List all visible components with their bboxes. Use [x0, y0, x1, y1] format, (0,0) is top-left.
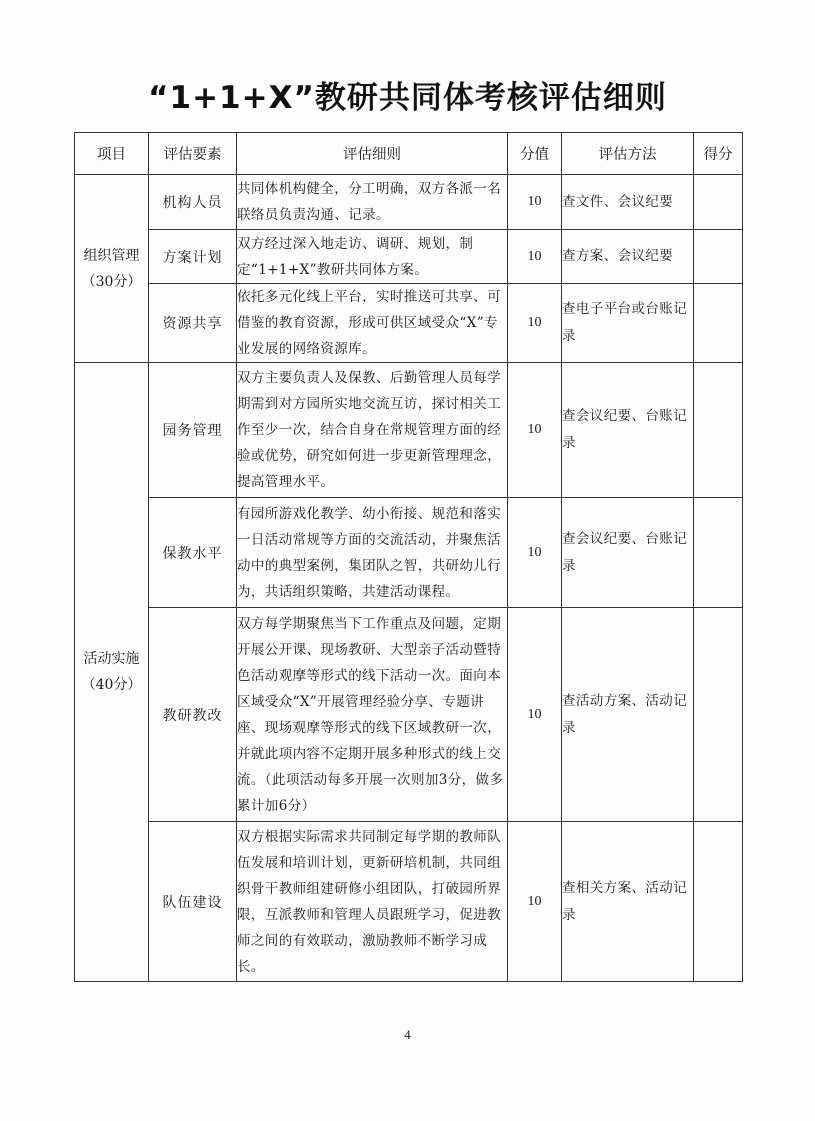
table-row: [75, 284, 743, 363]
header-category: 项目: [75, 133, 149, 175]
detail-cell: 双方经过深入地走访、调研、规划，制定“1+1+X”教研共同体方案。: [237, 230, 508, 284]
earned-cell: [694, 175, 743, 230]
element-cell: 教研教改: [149, 608, 237, 822]
element-cell: 园务管理: [149, 363, 237, 498]
detail-cell: 双方每学期聚焦当下工作重点及问题，定期开展公开课、现场教研、大型亲子活动暨特色活动观摩等形式的线下活动一次。面向本区域受众“X”开展管理经验分享、专题讲座、现场观摩等形式的线下区域教研一次，并就此项内容不定期开展多种形式的线上交流。（此项活动每多开展一次则加3分，做多累计加6分）: [237, 608, 508, 822]
element-cell: 机构人员: [149, 175, 237, 230]
earned-cell: [694, 822, 743, 982]
page-number: 4: [404, 1027, 411, 1042]
method-cell: 查会议纪要、台账记录: [562, 498, 694, 608]
element-cell: 资源共享: [149, 284, 237, 363]
category-cell: [75, 363, 149, 982]
category-cell: [75, 175, 149, 363]
method-cell: 查相关方案、活动记录: [562, 822, 694, 982]
header-earned: 得分: [694, 133, 743, 175]
document-title: “1+1+X”教研共同体考核评估细则: [148, 80, 667, 116]
element-cell: 队伍建设: [149, 822, 237, 982]
detail-cell: 双方主要负责人及保教、后勤管理人员每学期需到对方园所实地交流互访，探讨相关工作至少一次，结合自身在常规管理方面的经验或优势，研究如何进一步更新管理理念，提高管理水平。: [237, 363, 508, 498]
category-points: （30分）: [81, 273, 142, 290]
score-cell: 10: [508, 498, 562, 608]
table-row: [75, 822, 743, 982]
table-row: [75, 175, 743, 230]
table-row: [75, 498, 743, 608]
method-cell: 查活动方案、活动记录: [562, 608, 694, 822]
method-cell: 查文件、会议纪要: [562, 175, 694, 230]
table-row: [75, 363, 743, 498]
detail-cell: 依托多元化线上平台，实时推送可共享、可借鉴的教育资源，形成可供区域受众“X”专业发展的网络资源库。: [237, 284, 508, 363]
detail-cell: 共同体机构健全，分工明确，双方各派一名联络员负责沟通、记录。: [237, 175, 508, 230]
earned-cell: [694, 608, 743, 822]
score-cell: 10: [508, 284, 562, 363]
table-row: [75, 230, 743, 284]
element-cell: 保教水平: [149, 498, 237, 608]
earned-cell: [694, 498, 743, 608]
method-cell: 查方案、会议纪要: [562, 230, 694, 284]
table-row: [75, 608, 743, 822]
detail-cell: 有园所游戏化教学、幼小衔接、规范和落实一日活动常规等方面的交流活动，并聚焦活动中的典型案例，集团队之智，共研幼儿行为，共话组织策略，共建活动课程。: [237, 498, 508, 608]
earned-cell: [694, 363, 743, 498]
category-points: （40分）: [81, 677, 142, 693]
element-cell: 方案计划: [149, 230, 237, 284]
method-cell: 查会议纪要、台账记录: [562, 363, 694, 498]
score-cell: 10: [508, 608, 562, 822]
header-method: 评估方法: [562, 133, 694, 175]
assessment-table: [74, 132, 743, 982]
header-row: [75, 133, 743, 175]
score-cell: 10: [508, 230, 562, 284]
header-element: 评估要素: [149, 133, 237, 175]
detail-cell: 双方根据实际需求共同制定每学期的教师队伍发展和培训计划，更新研培机制，共同组织骨干教师组建研修小组团队，打破园所界限，互派教师和管理人员跟班学习，促进教师之间的有效联动，激励教师不断学习成长。: [237, 822, 508, 982]
header-detail: 评估细则: [237, 133, 508, 175]
category-name: 活动实施: [83, 651, 140, 667]
header-score: 分值: [508, 133, 562, 175]
method-cell: 查电子平台或台账记录: [562, 284, 694, 363]
category-name: 组织管理: [83, 247, 140, 264]
score-cell: 10: [508, 175, 562, 230]
score-cell: 10: [508, 822, 562, 982]
earned-cell: [694, 284, 743, 363]
score-cell: 10: [508, 363, 562, 498]
earned-cell: [694, 230, 743, 284]
